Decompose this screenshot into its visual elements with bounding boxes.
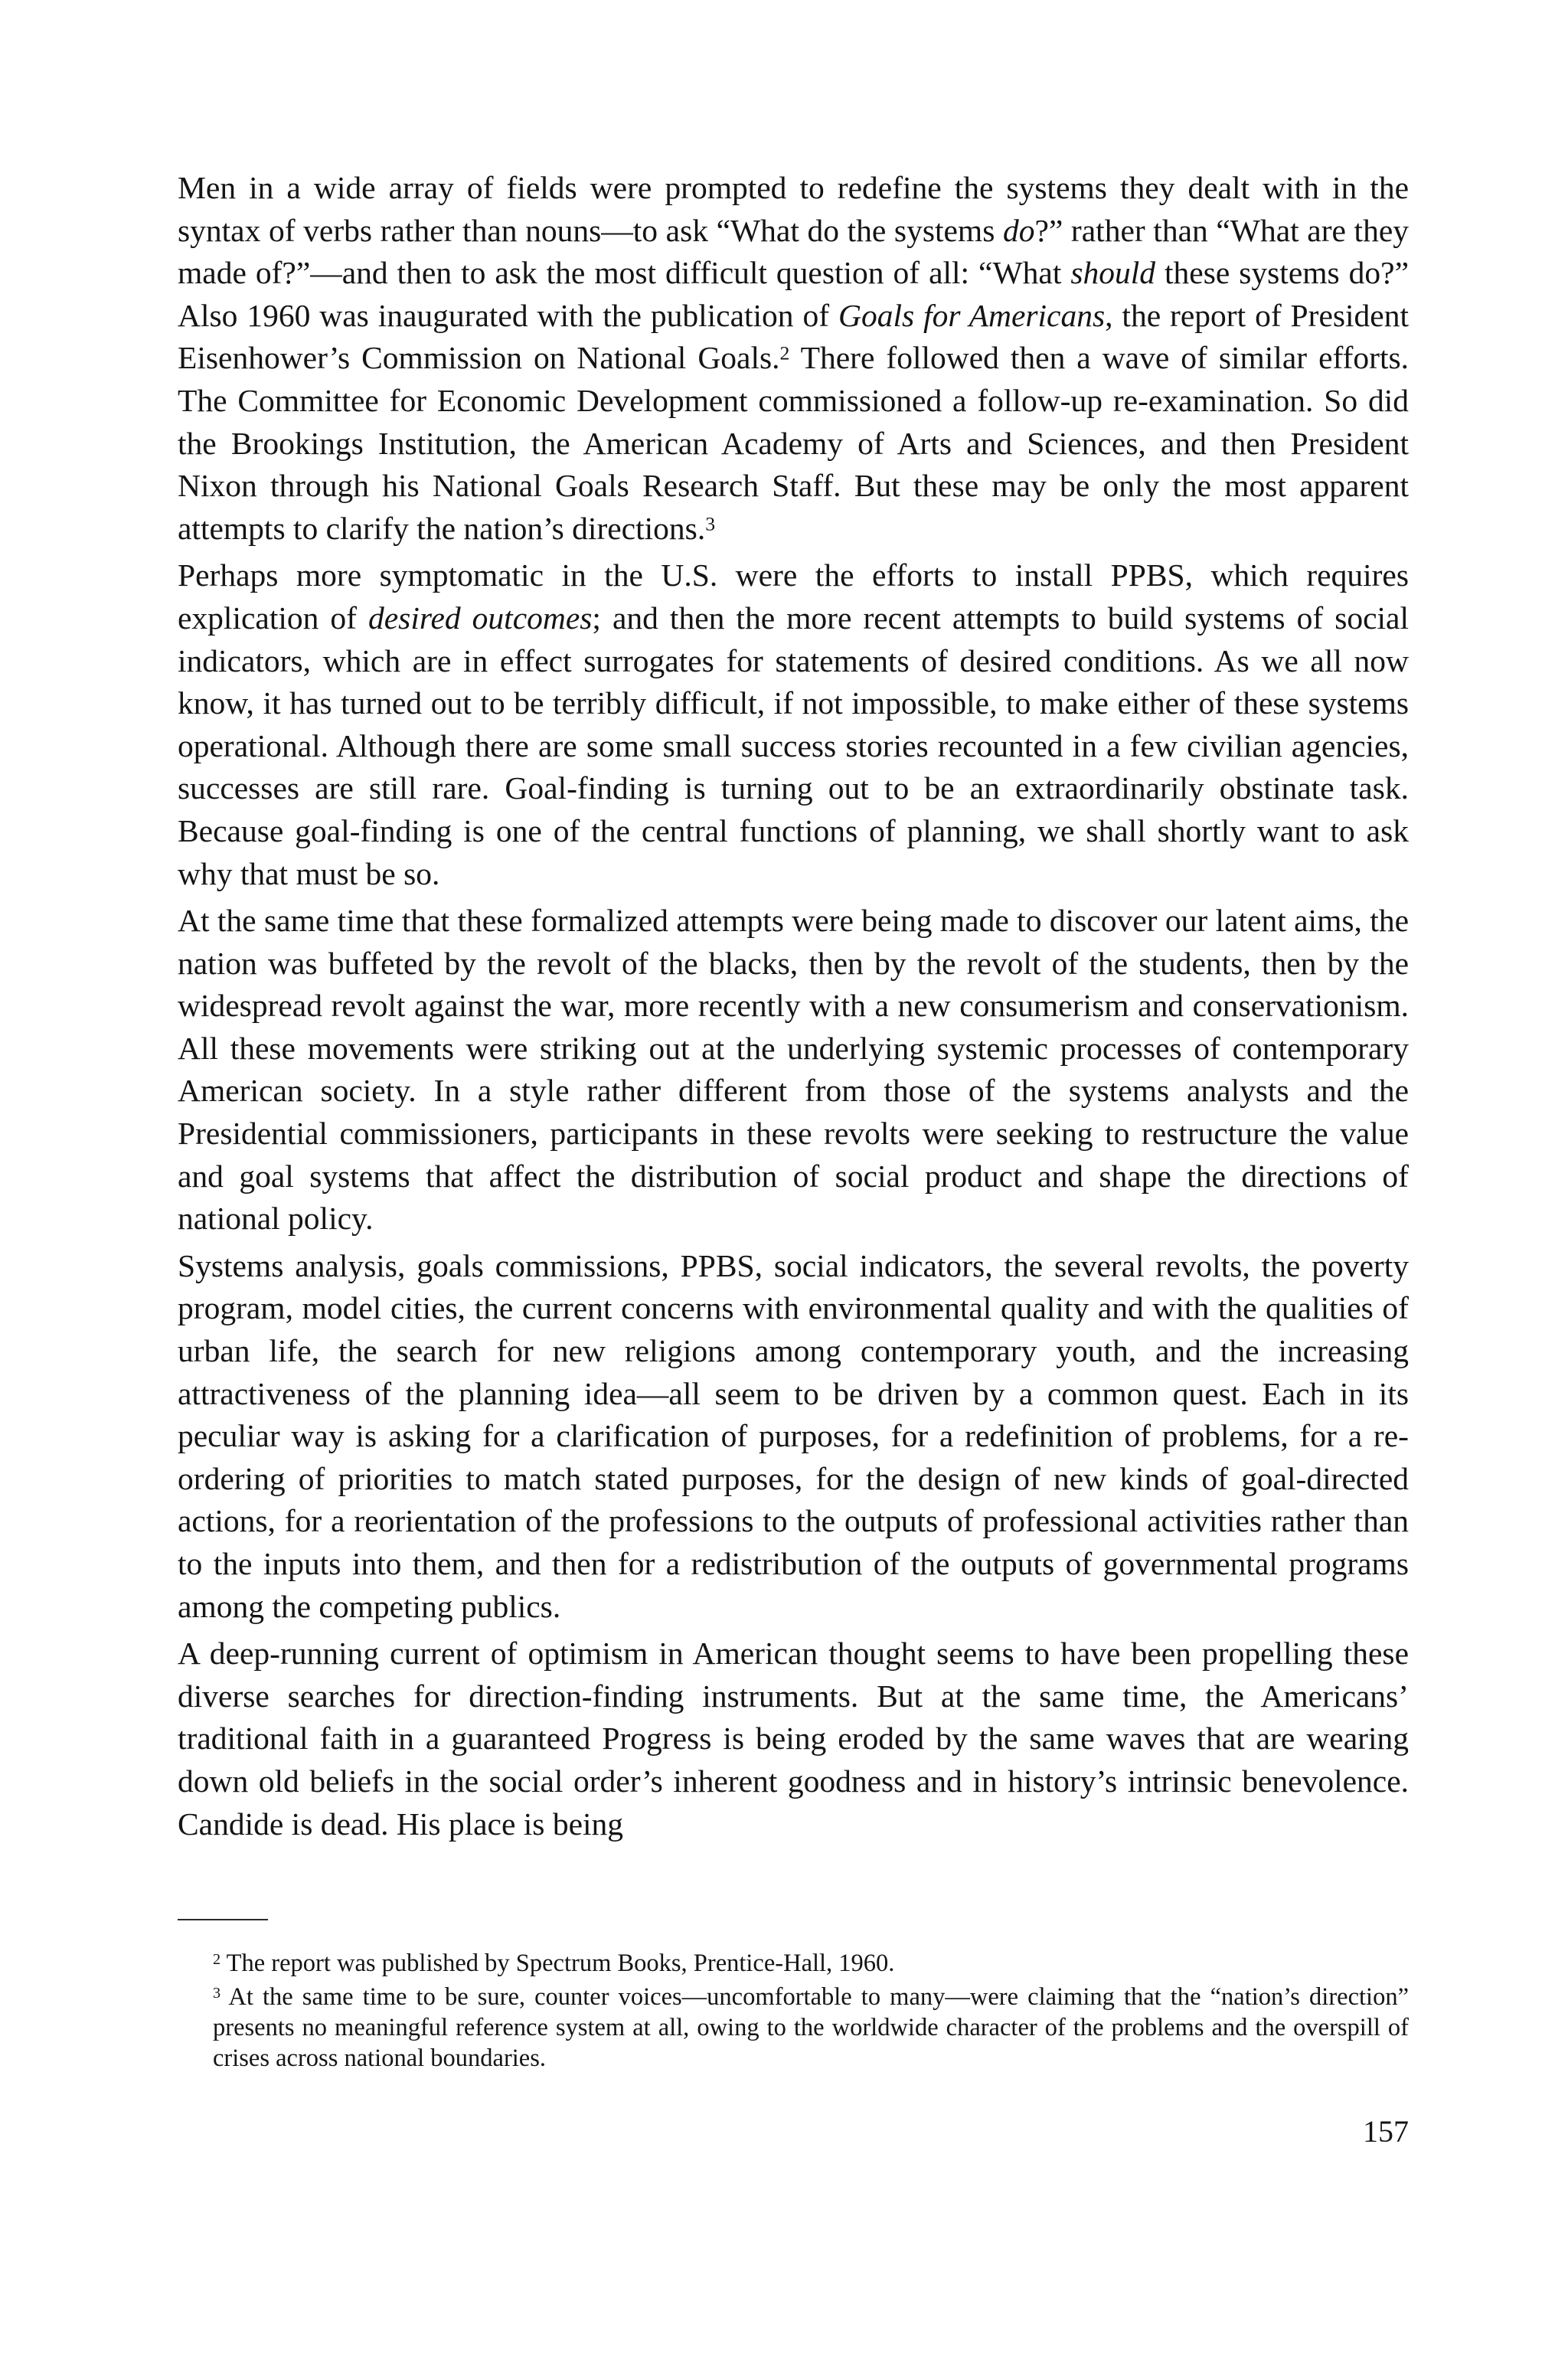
italic-phrase: desired outcomes	[368, 600, 593, 636]
text-run: There followed then a wave of similar efforts. The Committee for Economic Development commissioned a follow-up re-examination. So did the Brookings Institution, the American Academy of Arts and Sciences, and then President Nixon through his National Goals Research Staff. But these may be only the most apparent attempts to clarify the nation’s directions.	[178, 340, 1409, 546]
text-run: Men in a wide array of fields were prompted to redefine the systems they dealt with in the syntax of verbs rather than nouns—to ask “What do the systems	[178, 170, 1409, 248]
paragraph-2	[178, 554, 1409, 895]
footnote-marker-2: 2	[213, 1950, 221, 1968]
text-run: these systems do?” Also 1960 was inaugurated with the publication of	[178, 255, 1409, 333]
text-run: ?” rather than “What are they made of?”—and then to ask the most difficult question of all: “What	[178, 212, 1409, 291]
footnotes	[178, 1948, 1409, 2074]
paragraph-1	[178, 167, 1409, 550]
text-run: A deep-running current of optimism in American thought seems to have been propelling these diverse searches for direction-finding instruments. But at the same time, the Americans’ traditional faith in a guaranteed Progress is being eroded by the same waves that are wearing down old beliefs in the social order’s inherent goodness and in history’s intrinsic benevolence. Candide is dead. His place is being	[178, 1636, 1409, 1842]
text-run: ; and then the more recent attempts to build systems of social indicators, which are in effect surrogates for statements of desired conditions. As we all now know, it has turned out to be terribly difficult, if not impossible, to make either of these systems operational. Although there are some small success stories recounted in a few civilian agencies, successes are still rare. Goal-finding is turning out to be an extraordinarily obstinate task. Because goal-finding is one of the central functions of planning, we shall shortly want to ask why that must be so.	[178, 600, 1409, 891]
footnote-text-2: The report was published by Spectrum Books, Prentice-Hall, 1960.	[220, 1950, 895, 1977]
footnote-divider	[178, 1919, 268, 1920]
footnote-2	[178, 1948, 1409, 1979]
footnote-text-3: At the same time to be sure, counter voices—uncomfortable to many—were claiming that the “nation’s direction” presents no meaningful reference system at all, owing to the worldwide character of the problems and the overspill of crises across national boundaries.	[213, 1983, 1409, 2072]
footnote-reference: 3	[705, 512, 716, 535]
page-body	[178, 167, 1409, 1845]
text-run: At the same time that these formalized attempts were being made to discover our latent aims, the nation was buffeted by the revolt of the blacks, then by the revolt of the students, then by the widespread revolt against the war, more recently with a new consumerism and conservationism. All these movements were striking out at the underlying systemic processes of contemporary American society. In a style rather different from those of the systems analysts and the Presidential commissioners, participants in these revolts were seeking to restructure the value and goal systems that affect the distribution of social product and shape the directions of national policy.	[178, 903, 1409, 1237]
article-body	[178, 167, 1409, 1845]
text-run: Systems analysis, goals commissions, PPBS, social indicators, the several revolts, the poverty program, model cities, the current concerns with environmental quality and with the qualities of urban life, the search for new religions among contemporary youth, and the increasing attractiveness of the planning idea—all seem to be driven by a common quest. Each in its peculiar way is asking for a clarification of purposes, for a redefinition of problems, for a re-ordering of priorities to match stated purposes, for the design of new kinds of goal-directed actions, for a reorientation of the professions to the outputs of professional activities rather than to the inputs into them, and then for a redistribution of the outputs of governmental programs among the competing publics.	[178, 1247, 1409, 1624]
footnote-reference: 2	[779, 342, 790, 364]
paragraph-5	[178, 1633, 1409, 1845]
page-number: 157	[1363, 2114, 1409, 2149]
italic-phrase: Goals for Americans	[838, 297, 1106, 333]
paragraph-3	[178, 900, 1409, 1240]
footnote-3	[178, 1982, 1409, 2074]
italic-phrase: do	[1002, 212, 1035, 248]
text-run: , the report of President Eisenhower’s Commission on National Goals.	[178, 297, 1410, 376]
text-run: Perhaps more symptomatic in the U.S. were the efforts to install PPBS, which requires explication of	[178, 557, 1409, 636]
italic-phrase: should	[1070, 255, 1156, 291]
paragraph-4	[178, 1245, 1409, 1628]
footnote-marker-3: 3	[213, 1984, 221, 2002]
